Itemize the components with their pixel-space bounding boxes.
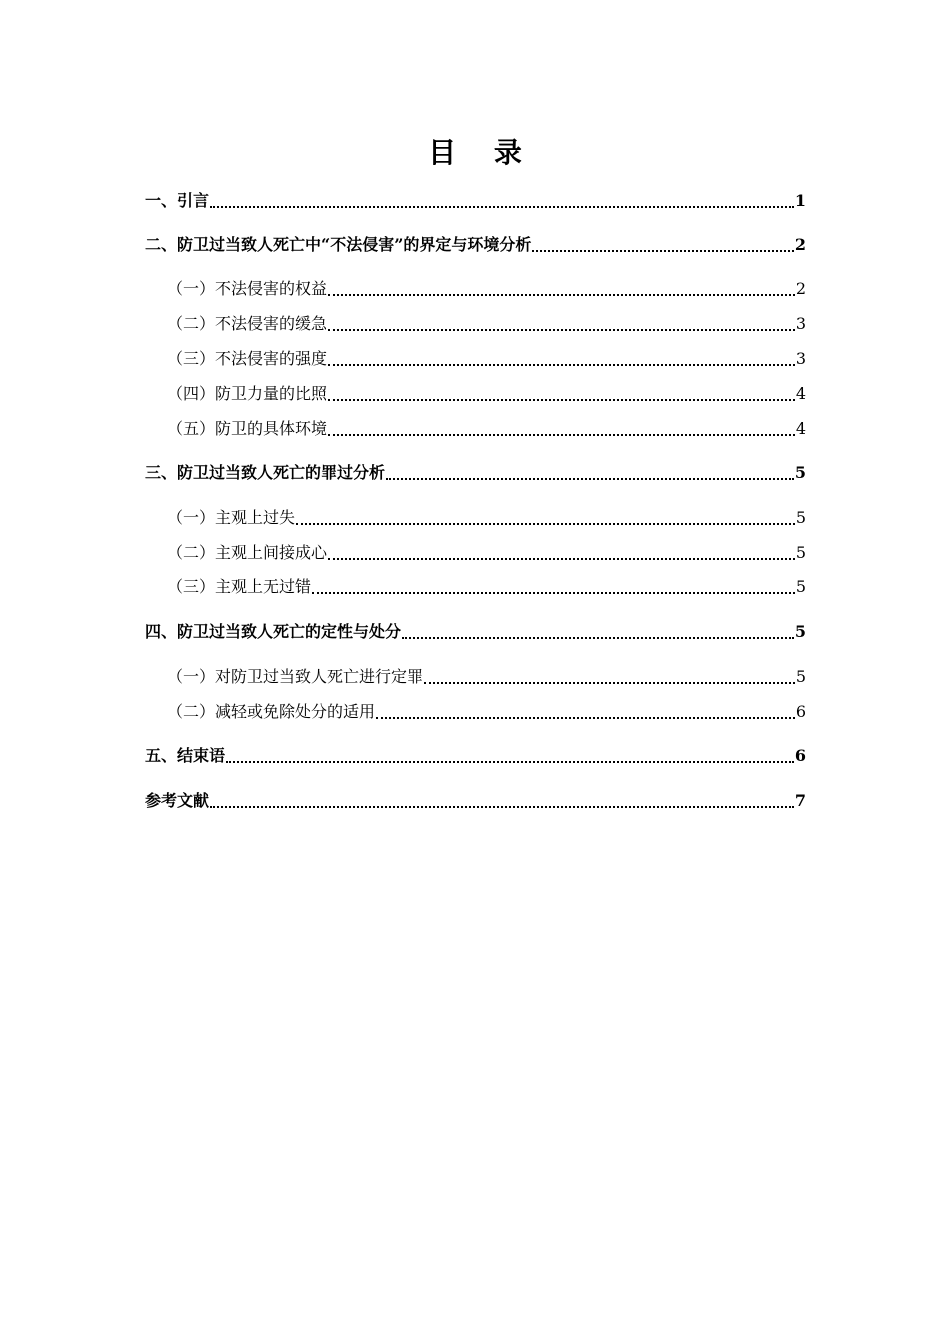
toc-entry-page: 4 xyxy=(795,384,806,403)
toc-dot-leader xyxy=(402,636,794,639)
toc-entry-label: （二）主观上间接成心 xyxy=(167,543,328,562)
toc-entry[interactable] xyxy=(145,232,806,258)
toc-dot-leader xyxy=(210,205,794,208)
toc-entry-page: 5 xyxy=(795,508,806,527)
toc-dot-leader xyxy=(328,433,795,436)
toc-entry-page: 3 xyxy=(795,314,806,333)
toc-entry-label: （三）不法侵害的强度 xyxy=(167,349,328,368)
toc-entry-label: 参考文献 xyxy=(145,791,210,810)
toc-entry[interactable] xyxy=(145,743,806,769)
toc-dot-leader xyxy=(312,591,795,594)
toc-entry[interactable] xyxy=(167,311,806,337)
toc-dot-leader xyxy=(376,716,795,719)
toc-entry-page: 5 xyxy=(794,622,806,641)
toc-entry[interactable] xyxy=(167,664,806,690)
toc-dot-leader xyxy=(296,522,795,525)
toc-entry-page: 5 xyxy=(795,543,806,562)
toc-dot-leader xyxy=(328,398,795,401)
toc-dot-leader xyxy=(532,249,793,252)
toc-entry-page: 7 xyxy=(794,791,806,810)
toc-title: 目 录 xyxy=(428,136,536,169)
toc-entry[interactable] xyxy=(145,460,806,486)
toc-entry-page: 2 xyxy=(794,235,806,254)
toc-entry-page: 5 xyxy=(795,667,806,686)
toc-entry-page: 6 xyxy=(794,746,806,765)
toc-dot-leader xyxy=(386,477,794,480)
toc-entry-label: （二）减轻或免除处分的适用 xyxy=(167,702,376,721)
toc-entry[interactable] xyxy=(167,381,806,407)
toc-entry[interactable] xyxy=(145,188,806,214)
toc-entry[interactable] xyxy=(167,346,806,372)
toc-entry-label: 一、引言 xyxy=(145,191,210,210)
toc-entry-page: 6 xyxy=(795,702,806,721)
toc-entry[interactable] xyxy=(167,699,806,725)
toc-entry[interactable] xyxy=(167,540,806,566)
toc-entry-label: （四）防卫力量的比照 xyxy=(167,384,328,403)
toc-entry[interactable] xyxy=(145,788,806,814)
toc-entry-page: 5 xyxy=(794,463,806,482)
toc-entry[interactable] xyxy=(167,276,806,302)
toc-entry-label: （一）主观上过失 xyxy=(167,508,296,527)
toc-entry-label: （一）不法侵害的权益 xyxy=(167,279,328,298)
toc-entry[interactable] xyxy=(167,574,806,600)
toc-entry-page: 4 xyxy=(795,419,806,438)
toc-entry-label: （三）主观上无过错 xyxy=(167,577,312,596)
toc-entry[interactable] xyxy=(145,619,806,645)
toc-dot-leader xyxy=(328,328,795,331)
toc-entry-page: 2 xyxy=(795,279,806,298)
toc-entry-label: （一）对防卫过当致人死亡进行定罪 xyxy=(167,667,424,686)
toc-entry-page: 3 xyxy=(795,349,806,368)
toc-dot-leader xyxy=(424,681,795,684)
toc-entry-label: （五）防卫的具体环境 xyxy=(167,419,328,438)
toc-entry-page: 5 xyxy=(795,577,806,596)
toc-entry-label: 二、防卫过当致人死亡中“不法侵害”的界定与环境分析 xyxy=(145,235,532,254)
toc-dot-leader xyxy=(328,293,795,296)
toc-dot-leader xyxy=(328,557,795,560)
toc-entry-label: 四、防卫过当致人死亡的定性与处分 xyxy=(145,622,402,641)
toc-entry[interactable] xyxy=(167,416,806,442)
toc-dot-leader xyxy=(226,760,794,763)
toc-dot-leader xyxy=(210,805,794,808)
toc-entry[interactable] xyxy=(167,505,806,531)
toc-entry-label: （二）不法侵害的缓急 xyxy=(167,314,328,333)
toc-entry-page: 1 xyxy=(794,191,806,210)
toc-entry-label: 三、防卫过当致人死亡的罪过分析 xyxy=(145,463,386,482)
toc-entry-label: 五、结束语 xyxy=(145,746,226,765)
toc-dot-leader xyxy=(328,363,795,366)
